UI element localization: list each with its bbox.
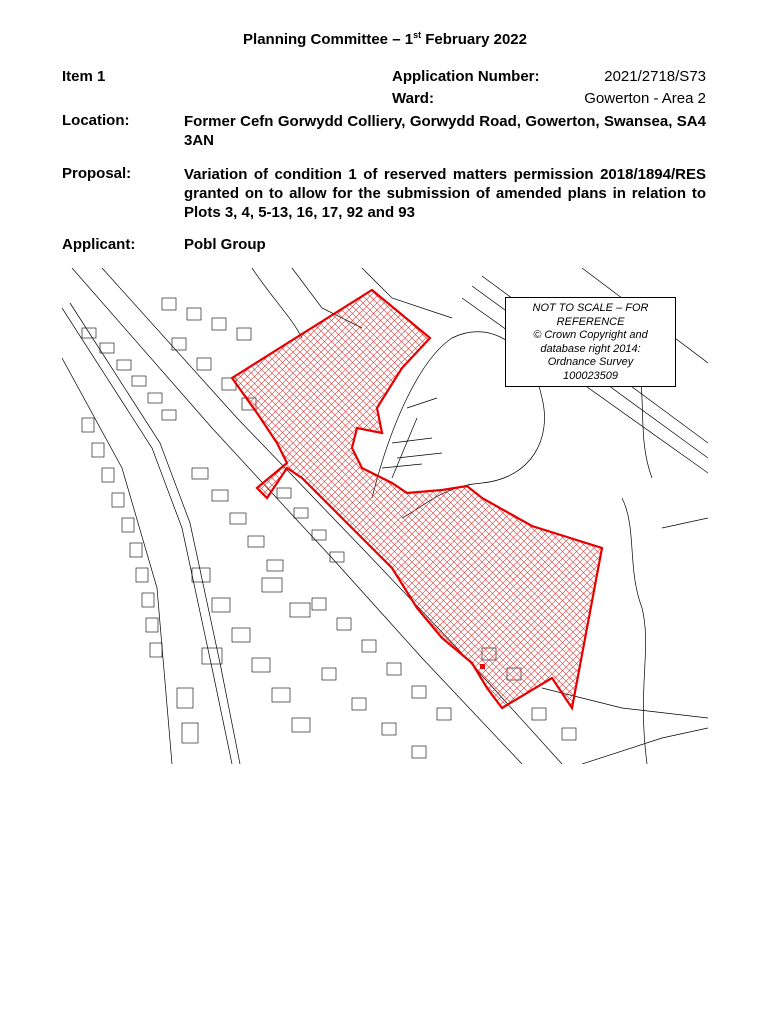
applicant-value: Pobl Group xyxy=(184,236,266,253)
note-line: database right 2014: xyxy=(540,342,641,355)
note-line: 100023509 xyxy=(562,369,619,382)
site-marker xyxy=(480,664,485,669)
applicant-label: Applicant: xyxy=(62,236,136,253)
application-number-label: Application Number: xyxy=(392,68,540,85)
page-title xyxy=(0,30,770,48)
proposal-label: Proposal: xyxy=(62,165,132,182)
application-number-value: 2021/2718/S73 xyxy=(604,68,706,85)
ward-label: Ward: xyxy=(392,90,434,107)
note-line: NOT TO SCALE – FOR xyxy=(532,302,649,314)
location-value: Former Cefn Gorwydd Colliery, Gorwydd Road, Gowerton, Swansea, SA4 3AN xyxy=(184,113,706,149)
proposal-value: Variation of condition 1 of reserved matters permission 2018/1894/RES granted on to allow for the submission of amended plans in relation to Plots 3, 4, 5-13, 16, 17, 92 and 93 xyxy=(184,166,706,221)
ward-value: Gowerton - Area 2 xyxy=(584,90,706,107)
note-line: REFERENCE xyxy=(556,315,625,328)
title-date: February 2022 xyxy=(421,31,527,48)
item-label: Item 1 xyxy=(62,68,106,85)
title-text: Planning Committee – 1 xyxy=(243,31,414,48)
copyright-note xyxy=(505,297,676,387)
note-line: © Crown Copyright and xyxy=(533,329,648,341)
title-superscript: st xyxy=(413,30,422,40)
location-label: Location: xyxy=(62,112,130,129)
note-line: Ordnance Survey xyxy=(547,356,634,368)
